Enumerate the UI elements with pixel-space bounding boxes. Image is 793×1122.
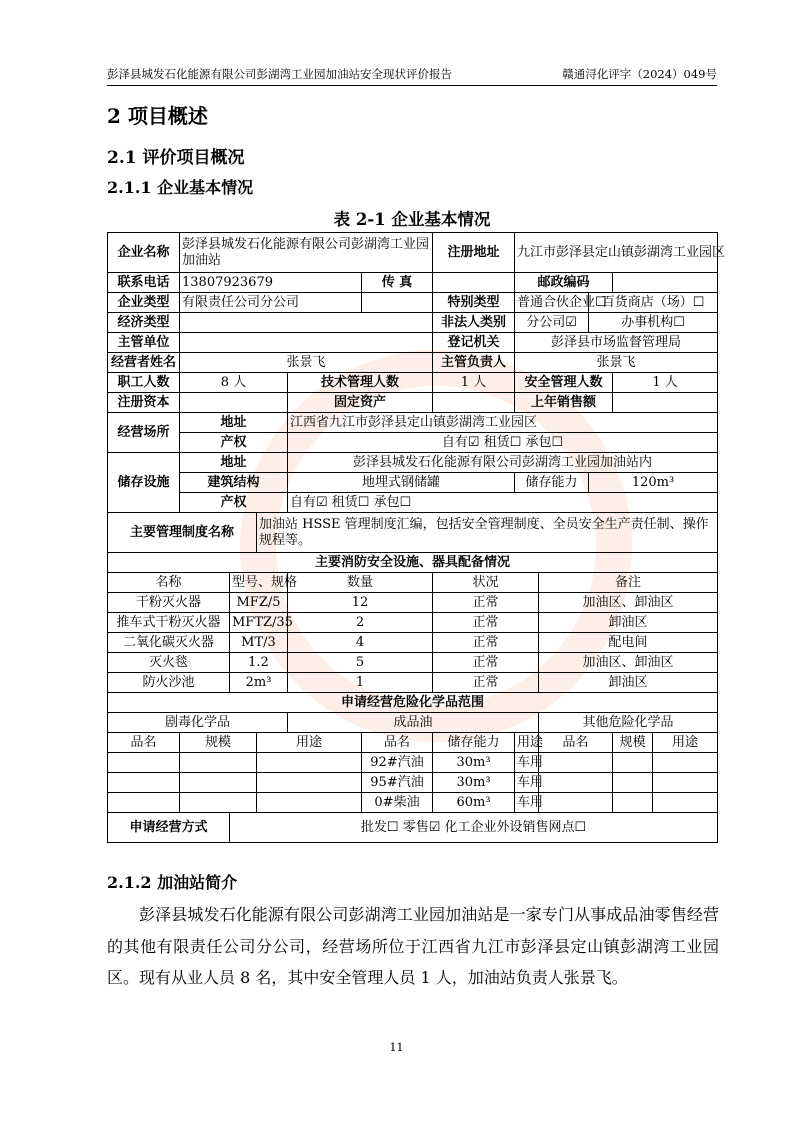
special-type-a: 普通合伙企业☐ (515, 293, 589, 313)
subsubsection-heading: 2.1.1 企业基本情况 (107, 178, 254, 197)
equip-name: 二氧化碳灭火器 (108, 633, 230, 653)
scope-header: 规模 (613, 733, 653, 753)
enterprise-name: 彭泽县城发石化能源有限公司彭湖湾工业园加油站 (180, 233, 433, 273)
cell-label: 地址 (180, 413, 288, 433)
table-row (108, 633, 718, 653)
scope-header: 用途 (257, 733, 362, 753)
equip-qty: 5 (288, 653, 433, 673)
cell-label: 登记机关 (433, 333, 515, 353)
equip-status: 正常 (433, 613, 539, 633)
storage-property: 自有☑ 租赁☐ 承包☐ (288, 493, 718, 513)
tech-count: 1 人 (433, 373, 515, 393)
cell-label: 邮政编码 (515, 273, 613, 293)
cell-label: 上年销售额 (515, 393, 613, 413)
equip-model: 2m³ (230, 673, 288, 693)
scope-header: 品名 (539, 733, 613, 753)
equip-header: 型号、规格 (230, 573, 288, 593)
empty (539, 753, 613, 773)
cell-label: 职工人数 (108, 373, 180, 393)
equip-note: 配电间 (539, 633, 718, 653)
cell-label: 传 真 (362, 273, 433, 293)
cell-label: 主管负责人 (433, 353, 515, 373)
scope-category: 成品油 (288, 713, 539, 733)
cell-label: 经济类型 (108, 313, 180, 333)
table-row (108, 793, 718, 813)
equip-model: MFZ/5 (230, 593, 288, 613)
special-type-b: 百货商店（场）☐ (589, 293, 718, 313)
intro-paragraph: 彭泽县城发石化能源有限公司彭湖湾工业园加油站是一家专门从事成品油零售经营的其他有限责任公司分公司，经营场所位于江西省九江市彭泽县定山镇彭湖湾工业园区。现有从业人员 8 名，其中安全管理人员 1 人，加油站负责人张景飞。 (107, 905, 719, 987)
oil-name: 95#汽油 (362, 773, 433, 793)
cell-label: 产权 (180, 433, 288, 453)
cell-label: 经营者姓名 (108, 353, 180, 373)
equip-model: 1.2 (230, 653, 288, 673)
scope-header: 用途 (653, 733, 718, 753)
table-row (108, 673, 718, 693)
section-heading: 2 项目概述 (107, 104, 208, 128)
scope-category: 剧毒化学品 (108, 713, 288, 733)
oil-use: 车用 (515, 793, 539, 813)
enterprise-type: 有限责任公司分公司 (180, 293, 362, 313)
oil-use: 车用 (515, 773, 539, 793)
scope-category: 其他危险化学品 (539, 713, 718, 733)
header-left: 彭泽县城发石化能源有限公司彭湖湾工业园加油站安全现状评价报告 (107, 67, 452, 81)
empty (653, 793, 718, 813)
cell-label: 联系电话 (108, 273, 180, 293)
cell-label: 储存能力 (515, 473, 589, 493)
economic-type (180, 313, 433, 333)
equip-qty: 12 (288, 593, 433, 613)
scope-header: 品名 (108, 733, 180, 753)
header-right: 赣通浔化评字（2024）049号 (562, 67, 717, 81)
equip-note: 卸油区 (539, 673, 718, 693)
empty (539, 773, 613, 793)
intro-heading: 2.1.2 加油站简介 (107, 873, 238, 892)
management-system: 加油站 HSSE 管理制度汇编，包括安全管理制度、全员安全生产责任制、操作规程等。 (257, 513, 718, 553)
empty (613, 773, 653, 793)
equip-name: 推车式干粉灭火器 (108, 613, 230, 633)
site-address: 江西省九江市彭泽县定山镇彭湖湾工业园区 (288, 413, 718, 433)
equip-header: 状况 (433, 573, 539, 593)
cell-label: 注册资本 (108, 393, 180, 413)
empty (108, 753, 180, 773)
cell-label: 地址 (180, 453, 288, 473)
blank-cell (362, 293, 433, 313)
oil-capacity: 30m³ (433, 773, 515, 793)
equip-header: 数量 (288, 573, 433, 593)
subsection-heading: 2.1 评价项目概况 (107, 148, 245, 168)
cell-label: 储存设施 (108, 453, 180, 513)
empty (653, 773, 718, 793)
page-header (107, 66, 717, 86)
table-title: 表 2-1 企业基本情况 (333, 210, 491, 229)
fixed-assets (433, 393, 515, 413)
responsible-person: 张景飞 (515, 353, 718, 373)
equip-qty: 4 (288, 633, 433, 653)
empty (180, 753, 257, 773)
scope-header: 用途 (515, 733, 539, 753)
empty (613, 793, 653, 813)
oil-name: 92#汽油 (362, 753, 433, 773)
scope-header: 规模 (180, 733, 257, 753)
scope-title: 申请经营危险化学品范围 (108, 693, 718, 713)
table-row (108, 773, 718, 793)
table-row (108, 753, 718, 773)
equip-note: 加油区、卸油区 (539, 593, 718, 613)
cell-label: 主要管理制度名称 (108, 513, 257, 553)
oil-capacity: 30m³ (433, 753, 515, 773)
empty (108, 793, 180, 813)
equip-status: 正常 (433, 673, 539, 693)
cell-label: 固定资产 (288, 393, 433, 413)
cell-label: 注册地址 (433, 233, 515, 273)
equip-note: 卸油区 (539, 613, 718, 633)
empty (108, 773, 180, 793)
cell-label: 企业类型 (108, 293, 180, 313)
scope-header: 储存能力 (433, 733, 515, 753)
empty (539, 793, 613, 813)
equip-status: 正常 (433, 633, 539, 653)
fax (433, 273, 515, 293)
site-property: 自有☑ 租赁☐ 承包☐ (288, 433, 718, 453)
table-row (108, 613, 718, 633)
empty (257, 753, 362, 773)
nonlegal-a: 分公司☑ (515, 313, 589, 333)
empty (180, 793, 257, 813)
cell-label: 建筑结构 (180, 473, 288, 493)
cell-label: 主管单位 (108, 333, 180, 353)
storage-structure: 地埋式钢储罐 (288, 473, 515, 493)
oil-use: 车用 (515, 753, 539, 773)
equip-name: 干粉灭火器 (108, 593, 230, 613)
cell-label: 特别类型 (433, 293, 515, 313)
postcode (613, 273, 718, 293)
registered-capital (180, 393, 288, 413)
table-row (108, 653, 718, 673)
cell-label: 申请经营方式 (108, 813, 230, 843)
equipment-title: 主要消防安全设施、器具配备情况 (108, 553, 718, 573)
storage-capacity: 120m³ (589, 473, 718, 493)
empty (653, 753, 718, 773)
empty (257, 773, 362, 793)
oil-capacity: 60m³ (433, 793, 515, 813)
operator-name: 张景飞 (180, 353, 433, 373)
empty (257, 793, 362, 813)
empty (613, 753, 653, 773)
storage-address: 彭泽县城发石化能源有限公司彭湖湾工业园加油站内 (288, 453, 718, 473)
page-number: 11 (389, 1041, 404, 1054)
equip-status: 正常 (433, 653, 539, 673)
phone: 13807923679 (180, 273, 362, 293)
equip-header: 名称 (108, 573, 230, 593)
equip-name: 防火沙池 (108, 673, 230, 693)
oil-name: 0#柴油 (362, 793, 433, 813)
equip-status: 正常 (433, 593, 539, 613)
safety-count: 1 人 (613, 373, 718, 393)
staff-count: 8 人 (180, 373, 288, 393)
equip-header: 备注 (539, 573, 718, 593)
scope-header: 品名 (362, 733, 433, 753)
equip-model: MFTZ/35 (230, 613, 288, 633)
registration-authority: 彭泽县市场监督管理局 (515, 333, 718, 353)
enterprise-info-table (107, 232, 726, 843)
nonlegal-b: 办事机构☐ (589, 313, 718, 333)
cell-label: 经营场所 (108, 413, 180, 453)
table-row (108, 593, 718, 613)
equip-qty: 1 (288, 673, 433, 693)
cell-label: 安全管理人数 (515, 373, 613, 393)
cell-label: 企业名称 (108, 233, 180, 273)
authority (180, 333, 433, 353)
registered-address: 九江市彭泽县定山镇彭湖湾工业园区 (515, 233, 718, 273)
equip-note: 加油区、卸油区 (539, 653, 718, 673)
cell-label: 非法人类别 (433, 313, 515, 333)
empty (180, 773, 257, 793)
equip-name: 灭火毯 (108, 653, 230, 673)
equip-qty: 2 (288, 613, 433, 633)
cell-label: 产权 (180, 493, 288, 513)
last-year-sales (613, 393, 718, 413)
cell-label: 技术管理人数 (288, 373, 433, 393)
equip-model: MT/3 (230, 633, 288, 653)
business-mode: 批发☐ 零售☑ 化工企业外设销售网点☐ (230, 813, 718, 843)
